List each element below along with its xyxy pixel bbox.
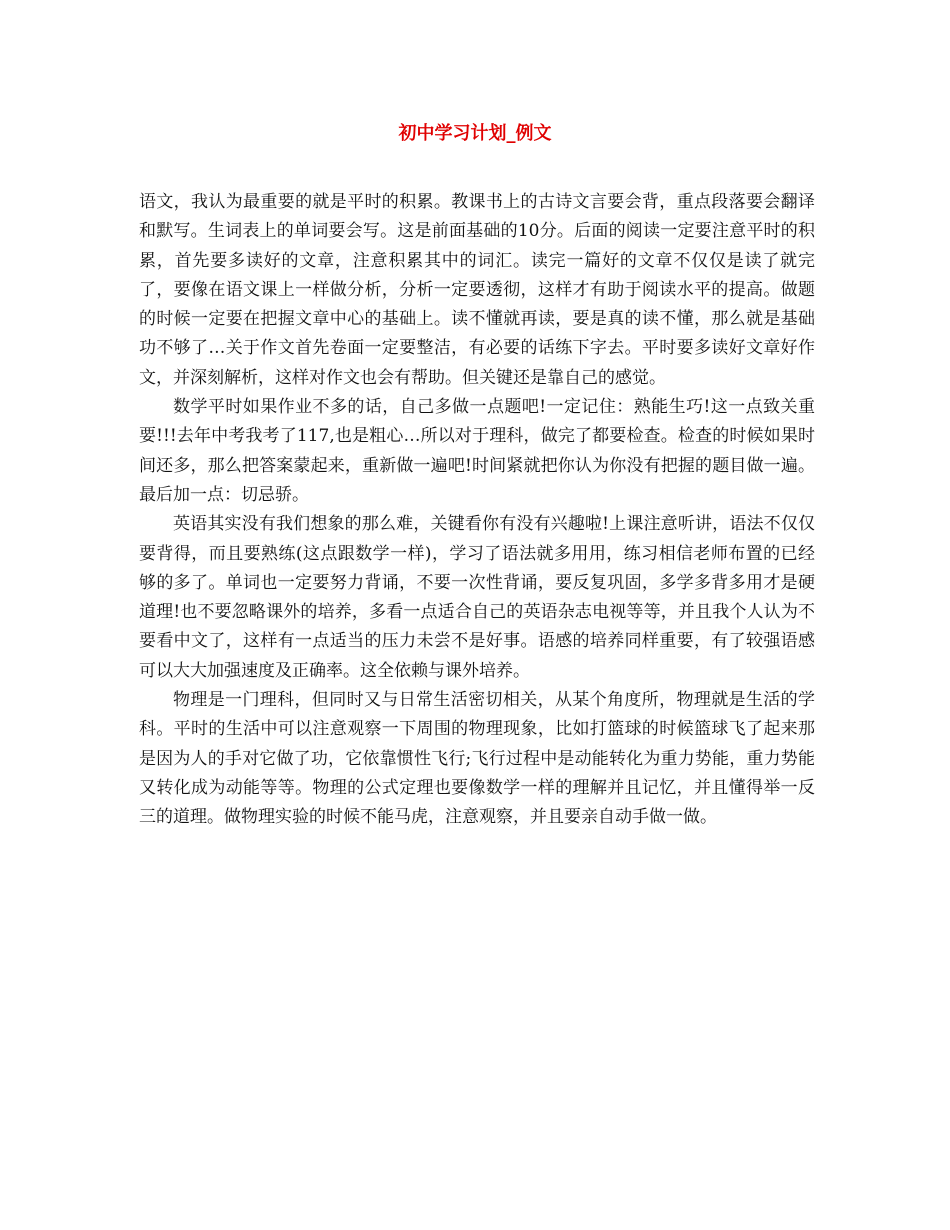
paragraph-math: 数学平时如果作业不多的话，自己多做一点题吧!一定记住：熟能生巧!这一点致关重要!!!去年中考我考了117,也是粗心…所以对于理科，做完了都要检查。检查的时候如果时间还多，那么把答案蒙起来，重新做一遍吧!时间紧就把你认为你没有把握的题目做一遍。最后加一点：切忌骄。 (139, 397, 815, 505)
document-title: 初中学习计划_例文 (398, 123, 552, 144)
document-body (139, 188, 815, 833)
paragraph-english: 英语其实没有我们想象的那么难，关键看你有没有兴趣啦!上课注意听讲，语法不仅仅要背得，而且要熟练(这点跟数学一样)，学习了语法就多用用，练习相信老师布置的已经够的多了。单词也一定要努力背诵，不要一次性背诵，要反复巩固，多学多背多用才是硬道理!也不要忽略课外的培养，多看一点适合自己的英语杂志电视等等，并且我个人认为不要看中文了，这样有一点适当的压力未尝不是好事。语感的培养同样重要，有了较强语感可以大大加强速度及正确率。这全依赖与课外培养。 (139, 514, 815, 681)
paragraph-chinese: 语文，我认为最重要的就是平时的积累。教课书上的古诗文言要会背，重点段落要会翻译和默写。生词表上的单词要会写。这是前面基础的10分。后面的阅读一定要注意平时的积累，首先要多读好的文章，注意积累其中的词汇。读完一篇好的文章不仅仅是读了就完了，要像在语文课上一样做分析，分析一定要透彻，这样才有助于阅读水平的提高。做题的时候一定要在把握文章中心的基础上。读不懂就再读，要是真的读不懂，那么就是基础功不够了…关于作文首先卷面一定要整洁，有必要的话练下字去。平时要多读好文章好作文，并深刻解析，这样对作文也会有帮助。但关键还是靠自己的感觉。 (139, 192, 815, 388)
paragraph-physics: 物理是一门理科，但同时又与日常生活密切相关，从某个角度所，物理就是生活的学科。平时的生活中可以注意观察一下周围的物理现象，比如打篮球的时候篮球飞了起来那是因为人的手对它做了功，它依靠惯性飞行;飞行过程中是动能转化为重力势能，重力势能又转化成为动能等等。物理的公式定理也要像数学一样的理解并且记忆，并且懂得举一反三的道理。做物理实验的时候不能马虎，注意观察，并且要亲自动手做一做。 (139, 690, 815, 828)
